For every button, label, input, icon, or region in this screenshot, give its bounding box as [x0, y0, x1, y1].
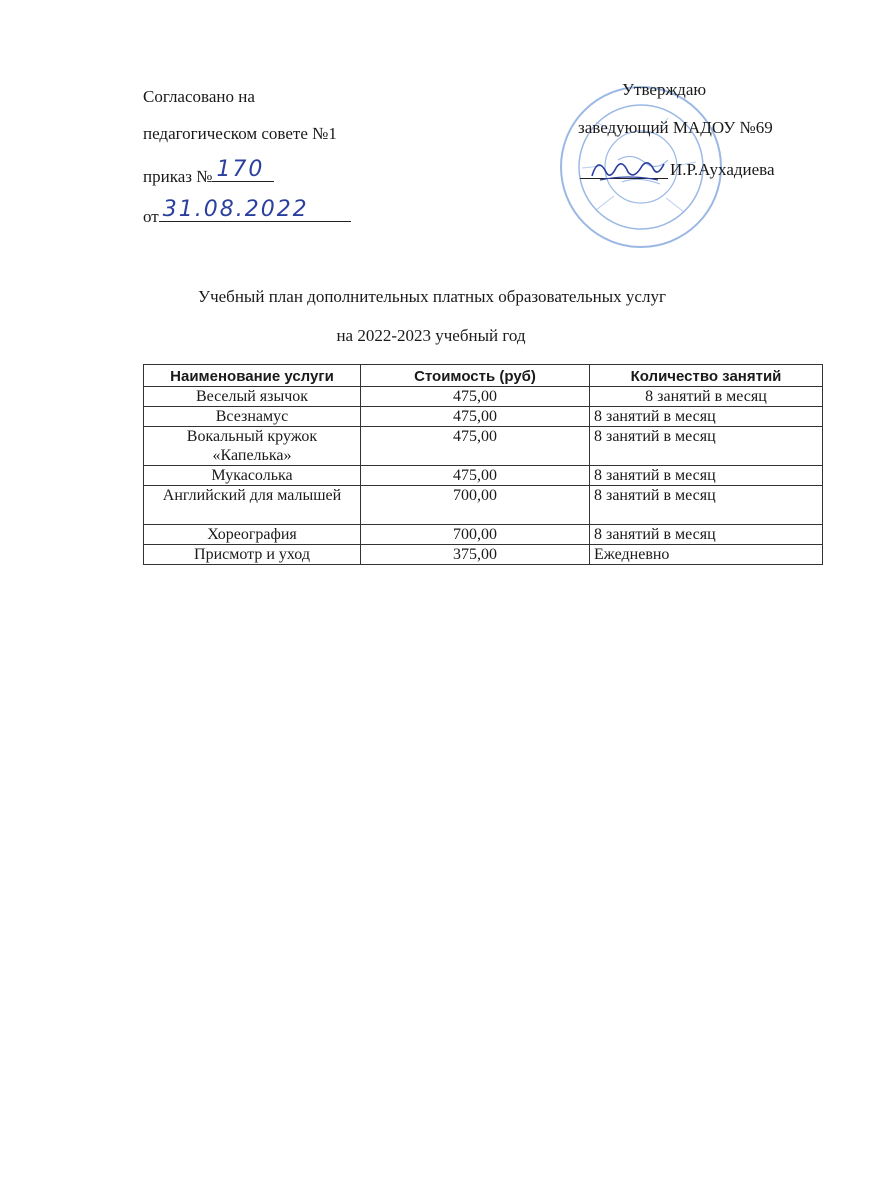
service-name: Присмотр и уход [144, 545, 361, 565]
service-price: 475,00 [361, 387, 590, 407]
service-count: 8 занятий в месяц [590, 486, 823, 525]
service-name: Хореография [144, 525, 361, 545]
order-number-field [212, 157, 274, 182]
order-number-handwritten: 170 [216, 157, 265, 182]
service-price: 700,00 [361, 525, 590, 545]
table-row [144, 545, 823, 565]
service-count: 8 занятий в месяц [590, 407, 823, 427]
service-count: 8 занятий в месяц [590, 427, 823, 466]
service-price: 475,00 [361, 466, 590, 486]
agreed-line-1: Согласовано на [143, 87, 255, 106]
table-row [144, 466, 823, 486]
date-prefix: от [143, 207, 159, 226]
approve-label: Утверждаю [622, 80, 707, 99]
service-name: Мукасолька [144, 466, 361, 486]
date-field [159, 197, 351, 222]
service-count: 8 занятий в месяц [590, 466, 823, 486]
service-price: 375,00 [361, 545, 590, 565]
handwritten-signature [588, 150, 668, 186]
service-name: Вокальный кружок «Капелька» [144, 427, 361, 466]
document-subtitle: на 2022-2023 учебный год [336, 326, 526, 345]
header-service-name: Наименование услуги [144, 365, 361, 387]
head-position: заведующий МАДОУ №69 [578, 118, 773, 137]
services-table [143, 364, 823, 565]
table-row [144, 407, 823, 427]
service-name: Веселый язычок [144, 387, 361, 407]
agreed-line-2: педагогическом совете №1 [143, 124, 337, 143]
document-title: Учебный план дополнительных платных образовательных услуг [198, 287, 666, 306]
table-row [144, 387, 823, 407]
table-header-row [144, 365, 823, 387]
order-prefix: приказ № [143, 167, 213, 186]
head-name: И.Р.Аухадиева [670, 160, 775, 179]
service-count: 8 занятий в месяц [590, 387, 823, 407]
table-row [144, 525, 823, 545]
service-price: 475,00 [361, 427, 590, 466]
service-count: 8 занятий в месяц [590, 525, 823, 545]
service-price: 475,00 [361, 407, 590, 427]
header-lessons-count: Количество занятий [590, 365, 823, 387]
service-name: Всезнамус [144, 407, 361, 427]
table-row [144, 486, 823, 525]
service-name: Английский для малышей [144, 486, 361, 525]
date-handwritten: 31.08.2022 [162, 197, 309, 222]
service-price: 700,00 [361, 486, 590, 525]
order-number-line [143, 157, 274, 186]
table-row [144, 427, 823, 466]
date-line [143, 197, 351, 226]
service-count: Ежедневно [590, 545, 823, 565]
header-price: Стоимость (руб) [361, 365, 590, 387]
